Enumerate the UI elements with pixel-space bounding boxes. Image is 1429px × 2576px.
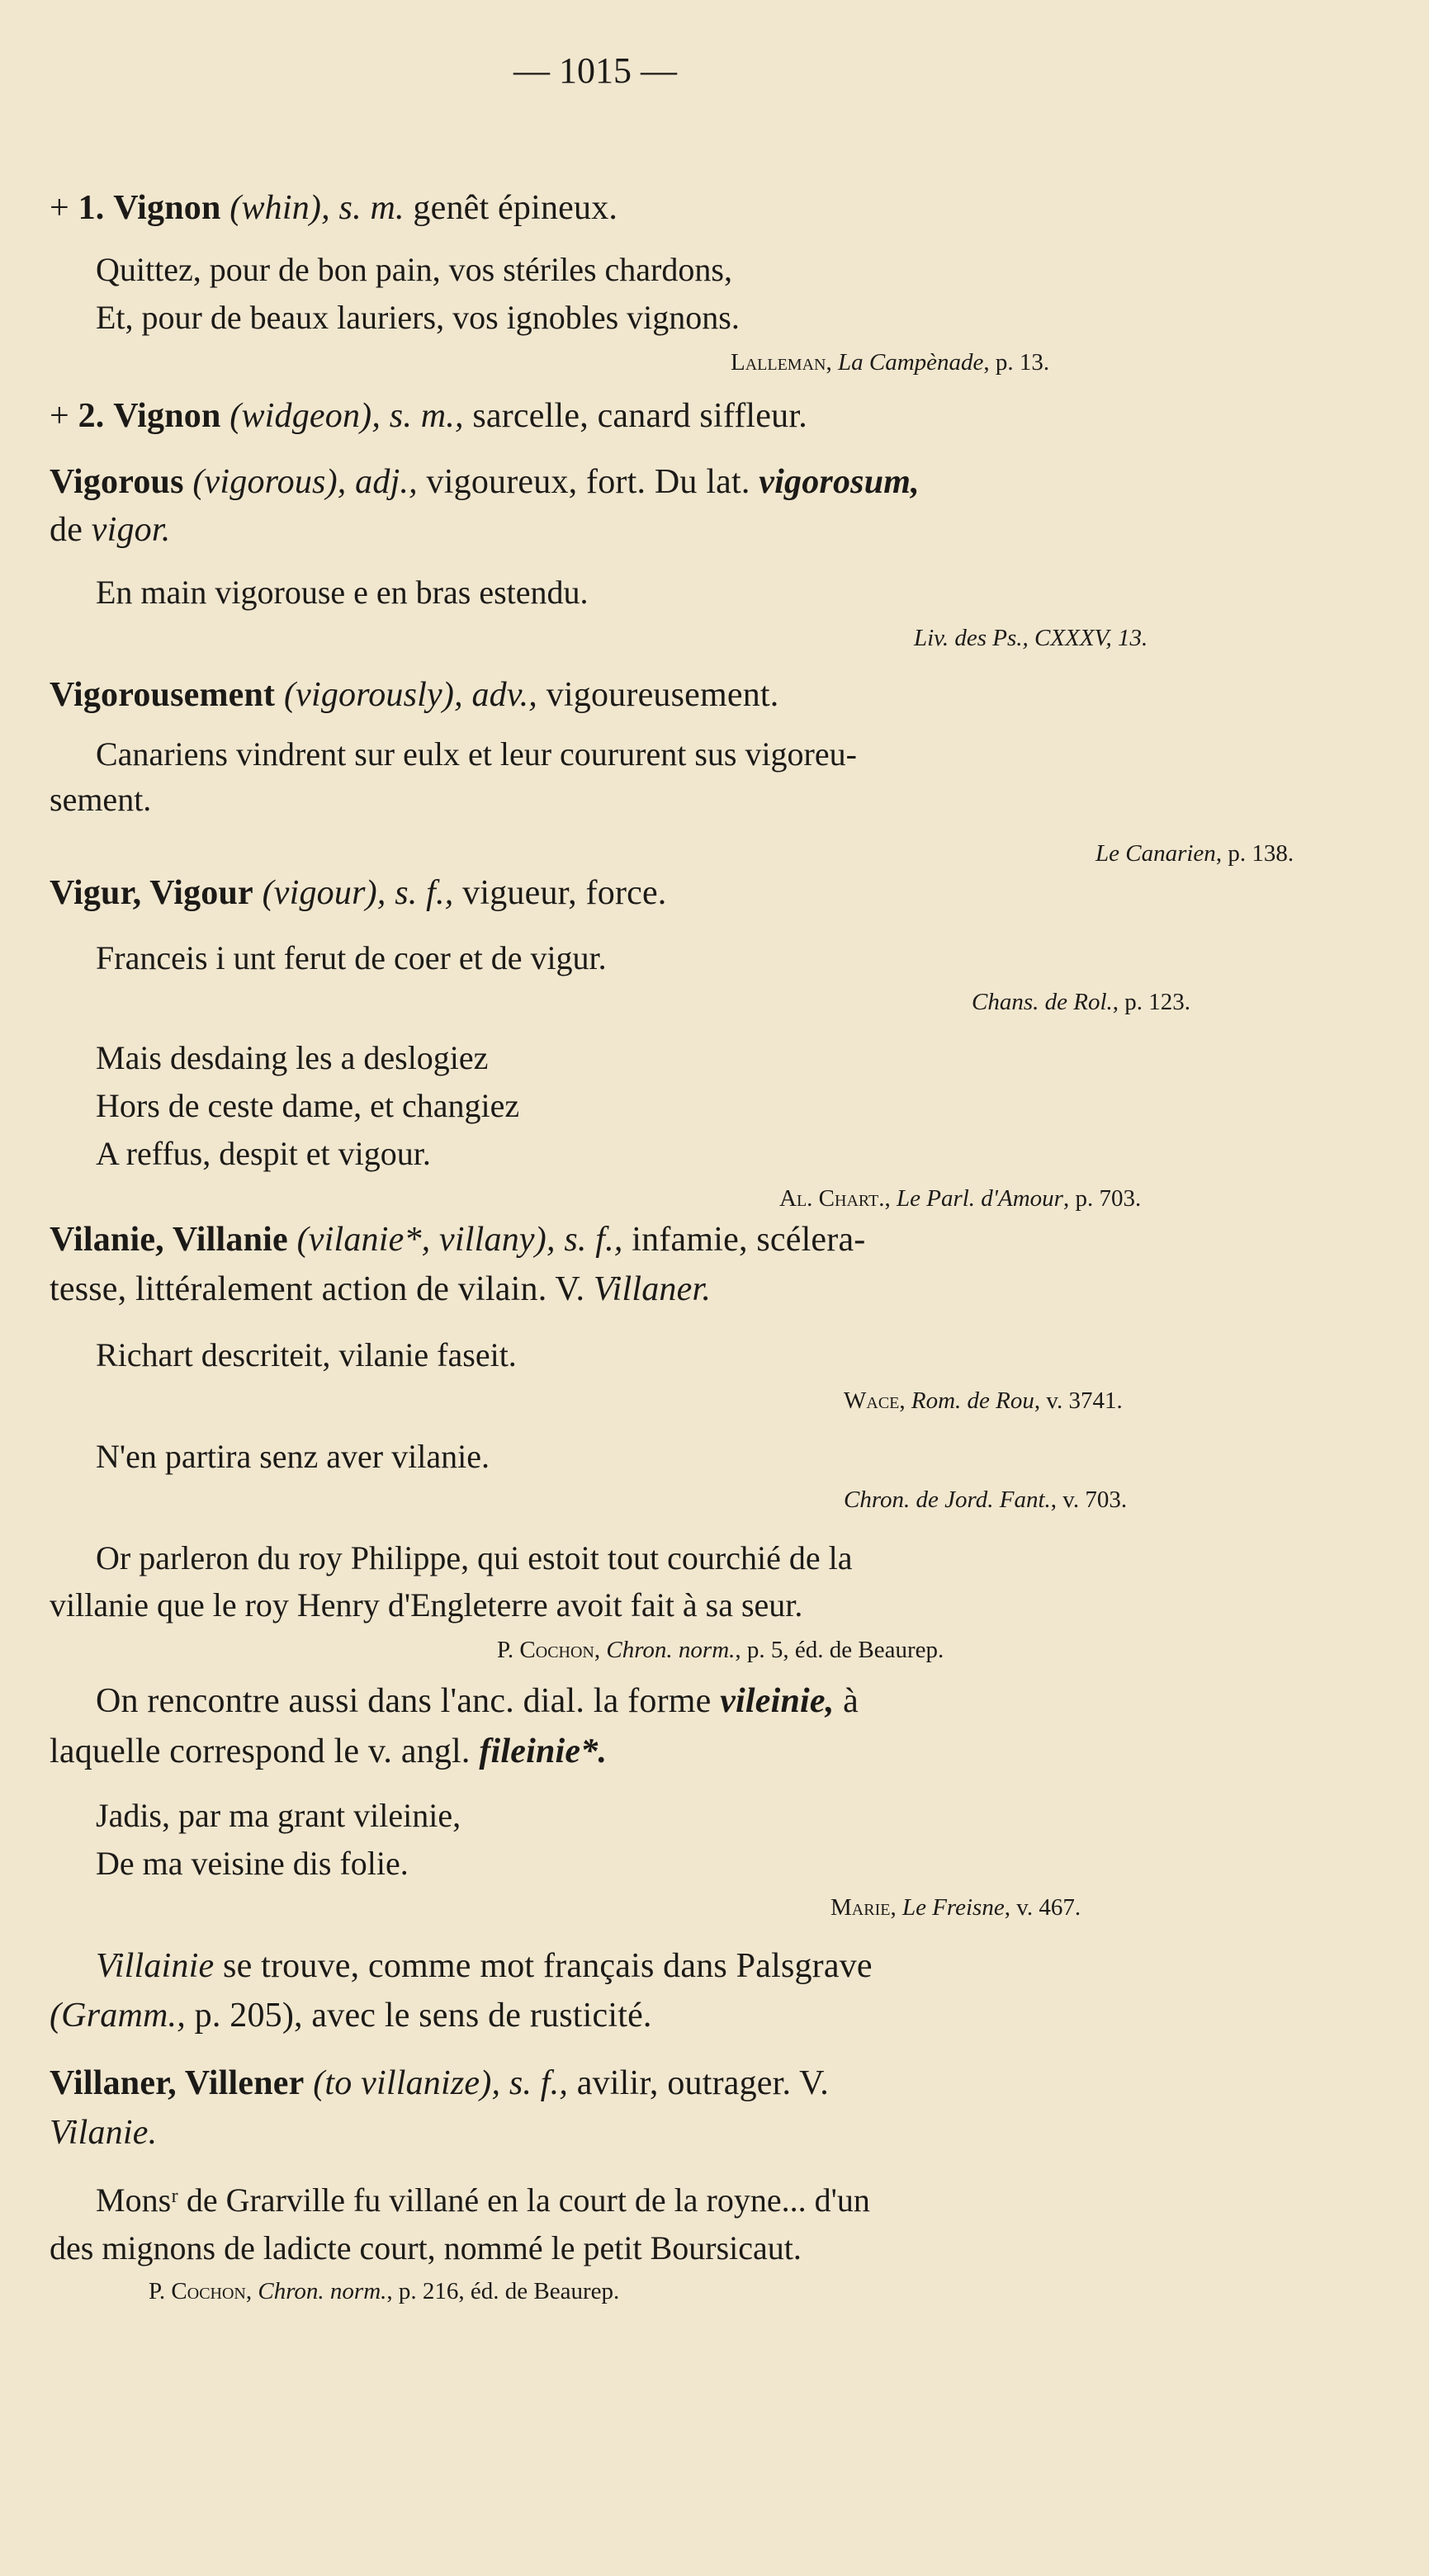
quote-line: Or parleron du roy Philippe, qui estoit tout courchié de la xyxy=(96,1539,853,1576)
headword: Vignon xyxy=(113,397,221,435)
citation: P. Cochon, Chron. norm., p. 216, éd. de Beaurep. xyxy=(149,2278,620,2304)
etymology: (whin) xyxy=(229,189,322,227)
entry-vilanie-cont: tesse, littéralement action de vilain. V. Villaner. xyxy=(50,1270,712,1308)
entry-villaner: Villaner, Villener (to villanize), s. f., avilir, outrager. V. xyxy=(50,2064,829,2102)
entry-vigur: Vigur, Vigour (vigour), s. f., vigueur, force. xyxy=(50,874,667,912)
etymology: (vilanie*, villany) xyxy=(296,1221,547,1259)
entry-villaner-cont: Vilanie. xyxy=(50,2114,158,2152)
entry-vigorous-cont: de vigor. xyxy=(50,511,171,549)
headword: Vigur, Vigour xyxy=(50,874,253,912)
entry-vigorousement: Vigorousement (vigorously), adv., vigoureusement. xyxy=(50,676,779,714)
paragraph-line: laquelle correspond le v. angl. fileinie*. xyxy=(50,1732,608,1770)
definition: avilir, outrager. V. xyxy=(568,2064,829,2102)
entry-marker: + xyxy=(50,189,69,227)
quote-line: A reffus, despit et vigour. xyxy=(96,1135,431,1172)
etymology: (widgeon) xyxy=(229,397,372,435)
citation: P. Cochon, Chron. norm., p. 5, éd. de Beaurep. xyxy=(497,1637,944,1663)
quote-line: N'en partira senz aver vilanie. xyxy=(96,1438,490,1475)
entry-vigorous: Vigorous (vigorous), adj., vigoureux, fort. Du lat. vigorosum, xyxy=(50,463,920,501)
etymology: (vigorously) xyxy=(283,676,455,714)
quote-line: des mignons de ladicte court, nommé le petit Boursicaut. xyxy=(50,2229,802,2266)
quote-line: Quittez, pour de bon pain, vos stériles chardons, xyxy=(96,251,732,288)
headword: Vilanie, Villanie xyxy=(50,1221,288,1259)
entry-vignon-2: + 2. Vignon (widgeon), s. m., sarcelle, canard siffleur. xyxy=(50,397,807,435)
entry-vignon-1: + 1. Vignon (whin), s. m. genêt épineux. xyxy=(50,189,618,227)
etymology: (to villanize) xyxy=(313,2064,492,2102)
paragraph-line: (Gramm., p. 205), avec le sens de rusticité. xyxy=(50,1997,652,2035)
citation: Marie, Le Freisne, v. 467. xyxy=(830,1894,1081,1921)
headword: Villaner, Villener xyxy=(50,2064,305,2102)
paragraph-line: On rencontre aussi dans l'anc. dial. la forme vileinie, à xyxy=(96,1682,859,1720)
quote-line: sement. xyxy=(50,781,152,818)
citation: Wace, Rom. de Rou, v. 3741. xyxy=(844,1387,1123,1414)
quote-line: Hors de ceste dame, et changiez xyxy=(96,1087,520,1124)
etymology: (vigorous) xyxy=(192,463,338,501)
entry-vilanie: Vilanie, Villanie (vilanie*, villany), s. f., infamie, scélera- xyxy=(50,1221,866,1259)
citation: Al. Chart., Le Parl. d'Amour, p. 703. xyxy=(779,1185,1142,1212)
page-number: — 1015 — xyxy=(513,50,677,91)
etymology: (vigour) xyxy=(262,874,377,912)
quote-line: Richart descriteit, vilanie faseit. xyxy=(96,1336,517,1373)
definition: vigueur, force. xyxy=(453,874,667,912)
citation: Chans. de Rol., p. 123. xyxy=(972,989,1191,1015)
paragraph-line: Villainie se trouve, comme mot français dans Palsgrave xyxy=(96,1947,873,1985)
citation: Chron. de Jord. Fant., v. 703. xyxy=(844,1487,1128,1513)
citation: Le Canarien, p. 138. xyxy=(1095,840,1294,867)
definition: genêt épineux. xyxy=(404,189,618,227)
quote-line: Mais desdaing les a deslogiez xyxy=(96,1039,489,1076)
definition: vigoureusement. xyxy=(537,676,779,714)
definition: sarcelle, canard siffleur. xyxy=(463,397,807,435)
headword: Vignon xyxy=(113,189,221,227)
quote-line: En main vigorouse e en bras estendu. xyxy=(96,574,589,611)
quote-line: Canariens vindrent sur eulx et leur coururent sus vigoreu- xyxy=(96,735,857,773)
headword: Vigorous xyxy=(50,463,184,501)
quote-line: De ma veisine dis folie. xyxy=(96,1845,409,1882)
entry-marker: + xyxy=(50,397,69,435)
headword: Vigorousement xyxy=(50,676,276,714)
definition: infamie, scélera- xyxy=(622,1221,866,1259)
quote-line: Franceis i unt ferut de coer et de vigur. xyxy=(96,939,607,976)
quote-line: Et, pour de beaux lauriers, vos ignobles vignons. xyxy=(96,299,740,336)
definition: vigoureux, fort. Du lat. xyxy=(417,463,750,501)
citation: Lalleman, La Campènade, p. 13. xyxy=(731,349,1050,376)
quote-line: Monsʳ de Grarville fu villané en la court de la royne... d'un xyxy=(96,2181,870,2219)
citation: Liv. des Ps., CXXXV, 13. xyxy=(914,625,1148,651)
quote-line: villanie que le roy Henry d'Engleterre avoit fait à sa seur. xyxy=(50,1586,803,1624)
quote-line: Jadis, par ma grant vileinie, xyxy=(96,1797,461,1834)
